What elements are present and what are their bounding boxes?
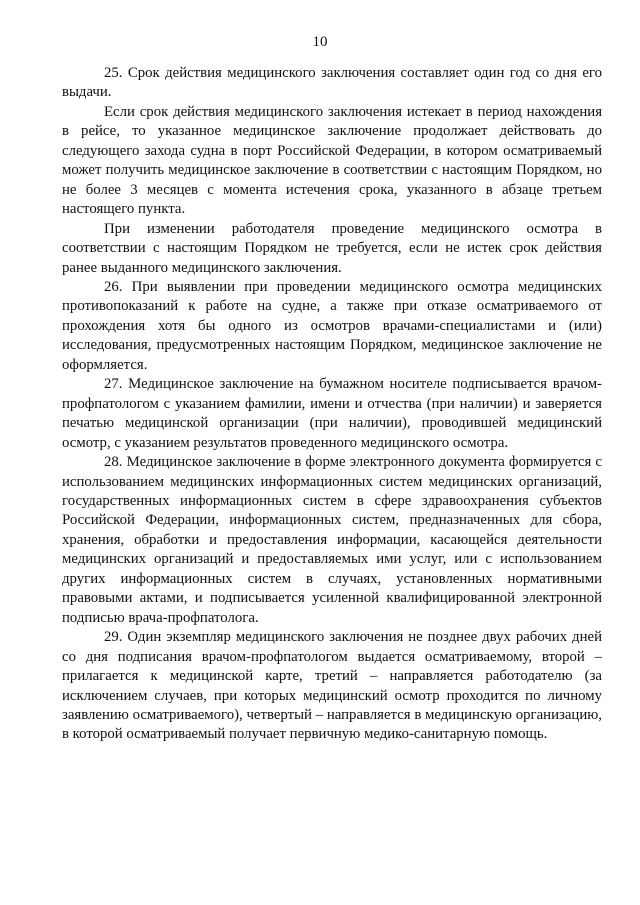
document-body [62, 64, 602, 745]
paragraph-25: 25. Срок действия медицинского заключения составляет один год со дня его выдачи. [62, 65, 602, 101]
paragraph-28: 28. Медицинское заключение в форме электронного документа формируется с использованием медицинских информационных систем медицинских организаций, государственных информационных систем в сфере здравоохранения субъектов Российской Федерации, информационных систем, предназначенных для сбора, хранения, обработки и предоставления информации, касающейся деятельности медицинских организаций и предоставляемых ими услуг, или с использованием других информационных систем в случаях, установленных нормативными правовыми актами, и подписывается усиленной квалифицированной электронной подписью врача-профпатолога. [62, 454, 602, 626]
paragraph-25-abzac-2: Если срок действия медицинского заключения истекает в период нахождения в рейсе, то указанное медицинское заключение продолжает действовать до следующего захода судна в порт Российской Федерации, в котором осматриваемый может получить медицинское заключение в соответствии с настоящим Порядком, но не более 3 месяцев с момента истечения срока, указанного в абзаце третьем настоящего пункта. [62, 103, 602, 218]
paragraph-27: 27. Медицинское заключение на бумажном носителе подписывается врачом-профпатологом с указанием фамилии, имени и отчества (при наличии) и заверяется печатью медицинской организации (при наличии), проводившей медицинский осмотр, с указанием результатов проведенного медицинского осмотра. [62, 376, 602, 451]
page-number: 10 [312, 34, 328, 50]
paragraph-29: 29. Один экземпляр медицинского заключения не позднее двух рабочих дней со дня подписания врачом-профпатологом выдается осматриваемому, второй – прилагается к медицинской карте, третий – направляется работодателю (за исключением случаев, при которых медицинский осмотр проходится по личному заявлению осматриваемого), четвертый – направляется в медицинскую организацию, в которой осматриваемый получает первичную медико-санитарную помощь. [62, 629, 602, 743]
paragraph-26: 26. При выявлении при проведении медицинского осмотра медицинских противопоказаний к работе на судне, а также при отказе осматриваемого от прохождения хотя бы одного из осмотров врачами-специалистами и (или) исследования, предусмотренных настоящим Порядком, медицинское заключение не оформляется. [62, 278, 602, 373]
paragraph-25-abzac-3: При изменении работодателя проведение медицинского осмотра в соответствии с настоящим Порядком не требуется, если не истек срок действия ранее выданного медицинского заключения. [62, 220, 602, 276]
